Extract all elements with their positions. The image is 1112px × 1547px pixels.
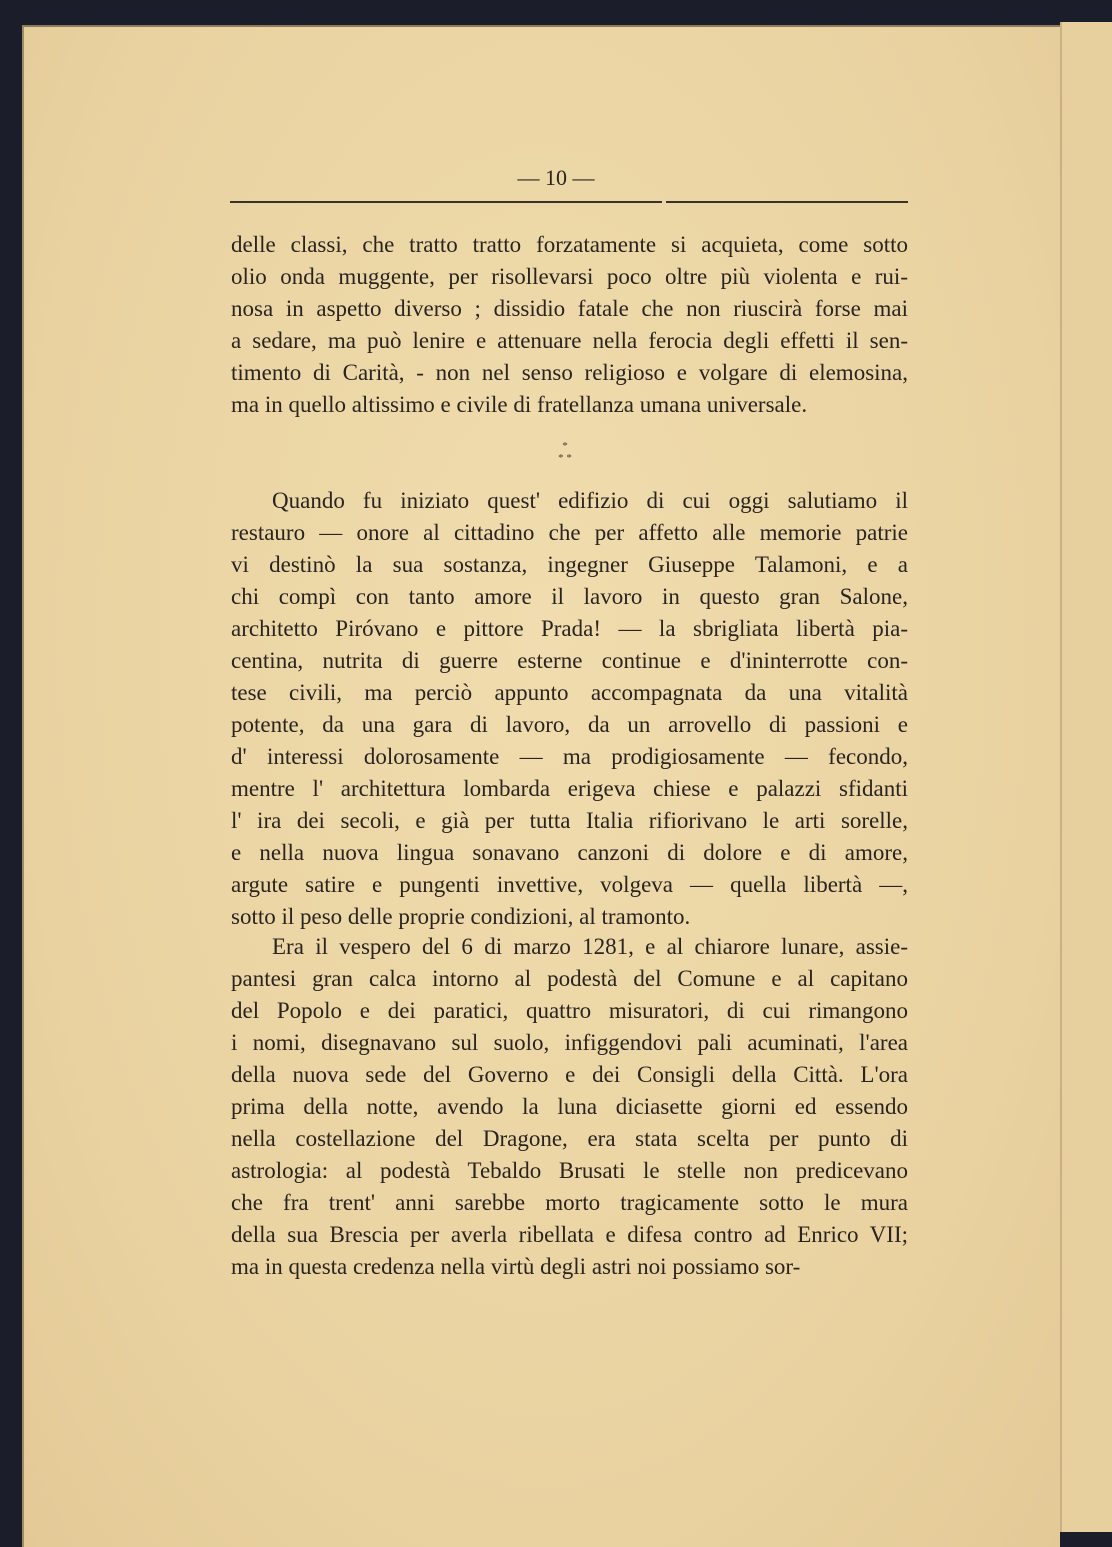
text-line: chi compì con tanto amore il lavoro in questo gran Salone, [231, 584, 908, 609]
header-rule [230, 201, 662, 203]
asterism-top: * [562, 440, 568, 452]
text-line: ma in quello altissimo e civile di fratellanza umana universale. [231, 392, 808, 417]
text-line: potente, da una gara di lavoro, da un arrovello di passioni e [231, 712, 908, 737]
text-line: architetto Piróvano e pittore Prada! — la sbrigliata libertà pia- [231, 616, 908, 641]
header-rule [666, 201, 908, 203]
text-line: a sedare, ma può lenire e attenuare nella ferocia degli effetti il sen- [231, 328, 908, 353]
text-line: Quando fu iniziato quest' edifizio di cui oggi salutiamo il [272, 488, 908, 513]
text-line: d' interessi dolorosamente — ma prodigiosamente — fecondo, [231, 744, 908, 769]
text-line: ma in questa credenza nella virtù degli astri noi possiamo sor- [231, 1254, 801, 1279]
text-line: mentre l' architettura lombarda erigeva chiese e palazzi sfidanti [231, 776, 908, 801]
asterism-divider [540, 440, 590, 464]
text-line: della nuova sede del Governo e dei Consigli della Città. L'ora [231, 1062, 908, 1087]
text-line: tese civili, ma perciò appunto accompagnata da una vitalità [231, 680, 908, 705]
text-line: olio onda muggente, per risollevarsi poco oltre più violenta e rui- [231, 264, 908, 289]
page-number: — 10 — [517, 165, 595, 190]
text-line: astrologia: al podestà Tebaldo Brusati le stelle non predicevano [231, 1158, 908, 1183]
text-line: centina, nutrita di guerre esterne continue e d'ininterrotte con- [231, 648, 908, 673]
text-line: della sua Brescia per averla ribellata e difesa contro ad Enrico VII; [231, 1222, 908, 1247]
text-line: nosa in aspetto diverso ; dissidio fatale che non riuscirà forse mai [231, 296, 908, 321]
asterism-bottom: * * [558, 452, 572, 464]
text-line: timento di Carità, - non nel senso religioso e volgare di elemosina, [231, 360, 908, 385]
text-line: del Popolo e dei paratici, quattro misuratori, di cui rimangono [231, 998, 908, 1023]
text-line: argute satire e pungenti invettive, volgeva — quella libertà —, [231, 872, 908, 897]
text-line: Era il vespero del 6 di marzo 1281, e al chiarore lunare, assie- [272, 934, 908, 959]
text-line: e nella nuova lingua sonavano canzoni di dolore e di amore, [231, 840, 908, 865]
text-line: sotto il peso delle proprie condizioni, al tramonto. [231, 904, 691, 929]
text-line: delle classi, che tratto tratto forzatamente si acquieta, come sotto [231, 232, 908, 257]
text-line: che fra trent' anni sarebbe morto tragicamente sotto le mura [231, 1190, 908, 1215]
text-line: nella costellazione del Dragone, era stata scelta per punto di [231, 1126, 908, 1151]
text-line: vi destinò la sua sostanza, ingegner Giuseppe Talamoni, e a [231, 552, 908, 577]
text-line: pantesi gran calca intorno al podestà del Comune e al capitano [231, 966, 908, 991]
text-line: i nomi, disegnavano sul suolo, infiggendovi pali acuminati, l'area [231, 1030, 908, 1055]
facing-page-edge [1060, 22, 1112, 1532]
text-line: l' ira dei secoli, e già per tutta Italia rifiorivano le arti sorelle, [231, 808, 908, 833]
text-line: restauro — onore al cittadino che per affetto alle memorie patrie [231, 520, 908, 545]
text-line: prima della notte, avendo la luna diciasette giorni ed essendo [231, 1094, 908, 1119]
